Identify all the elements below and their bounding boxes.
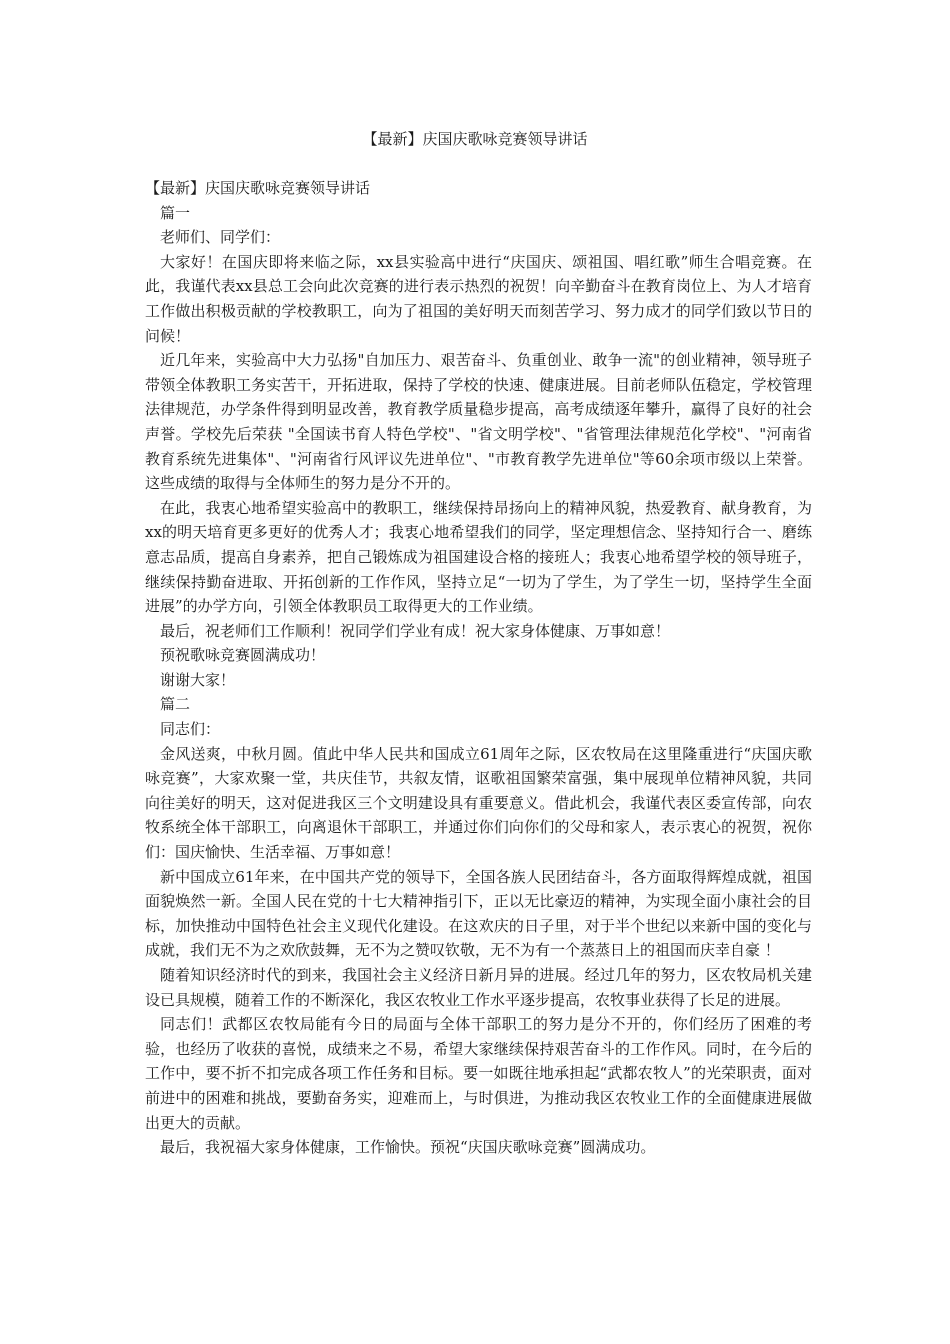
section-heading: 篇二 bbox=[160, 695, 191, 714]
paragraph: 预祝歌咏竞赛圆满成功！ bbox=[160, 646, 326, 665]
paragraph: 在此，我衷心地希望实验高中的教职工，继续保持昂扬向上的精神风貌，热爱教育、献身教育，为xx的明天培育更多更好的优秀人才；我衷心地希望我们的同学，坚定理想信念、坚持知行合一、磨练意志品质，提高自身素养，把自己锻炼成为祖国建设合格的接班人；我衷心地希望学校的领导班子，继续保持勤奋进取、开拓创新的工作作风，坚持立足“一切为了学生，为了学生一切，坚持学生全面进展”的办学方向，引领全体教职员工取得更大的工作业绩。 bbox=[145, 498, 812, 616]
paragraph: 谢谢大家！ bbox=[160, 670, 236, 689]
salutation: 同志们： bbox=[160, 720, 221, 739]
paragraph: 最后，我祝福大家身体健康，工作愉快。预祝“庆国庆歌咏竞赛”圆满成功。 bbox=[160, 1138, 656, 1157]
document-subtitle: 【最新】庆国庆歌咏竞赛领导讲话 bbox=[145, 179, 371, 197]
paragraph: 最后，祝老师们工作顺利！祝同学们学业有成！祝大家身体健康、万事如意！ bbox=[160, 621, 671, 640]
paragraph: 近几年来，实验高中大力弘扬"自加压力、艰苦奋斗、负重创业、敢争一流"的创业精神，领导班子带领全体教职工务实苦干，开拓进取，保持了学校的快速、健康进展。目前老师队伍稳定，学校管理法律规范，办学条件得到明显改善，教育教学质量稳步提高，高考成绩逐年攀升，赢得了良好的社会声誉。学校先后荣获 "全国读书育人特色学校"、"省文明学校"、"省管理法律规范化学校"、"河南省教育系统先进集体"、"河南省行风评议先进单位"、"市教育教学先进单位"等60余项市级以上荣誉。这些成绩的取得与全体师生的努力是分不开的。 bbox=[145, 351, 812, 493]
document-body bbox=[145, 176, 812, 1160]
paragraph: 大家好！在国庆即将来临之际，xx县实验高中进行“庆国庆、颂祖国、唱红歌”师生合唱竞赛。在此，我谨代表xx县总工会向此次竞赛的进行表示热烈的祝贺！向辛勤奋斗在教育岗位上、为人才培育工作做出积极贡献的学校教职工，向为了祖国的美好明天而刻苦学习、努力成才的同学们致以节日的问候！ bbox=[145, 252, 812, 345]
section-heading: 篇一 bbox=[160, 203, 191, 222]
paragraph: 随着知识经济时代的到来，我国社会主义经济日新月异的进展。经过几年的努力，区农牧局机关建设已具规模，随着工作的不断深化，我区农牧业工作水平逐步提高，农牧事业获得了长足的进展。 bbox=[145, 966, 812, 1009]
paragraph: 新中国成立61年来，在中国共产党的领导下，全国各族人民团结奋斗，各方面取得辉煌成就，祖国面貌焕然一新。全国人民在党的十七大精神指引下，正以无比豪迈的精神，为实现全面小康社会的目标，加快推动中国特色社会主义现代化建设。在这欢庆的日子里，对于半个世纪以来新中国的变化与成就，我们无不为之欢欣鼓舞，无不为之赞叹钦敬，无不为有一个蒸蒸日上的祖国而庆幸自豪 ！ bbox=[145, 867, 812, 960]
salutation: 老师们、同学们： bbox=[160, 228, 281, 247]
paragraph: 同志们！武都区农牧局能有今日的局面与全体干部职工的努力是分不开的，你们经历了困难的考验，也经历了收获的喜悦，成绩来之不易，希望大家继续保持艰苦奋斗的工作作风。同时，在今后的工作中，要不折不扣完成各项工作任务和目标。要一如既往地承担起“武都农牧人”的光荣职责，面对前进中的困难和挑战，要勤奋务实，迎难而上，与时俱进，为推动我区农牧业工作的全面健康进展做出更大的贡献。 bbox=[145, 1015, 812, 1132]
paragraph: 金风送爽，中秋月圆。值此中华人民共和国成立61周年之际，区农牧局在这里隆重进行“庆国庆歌咏竞赛”，大家欢聚一堂，共庆佳节，共叙友情，讴歌祖国繁荣富强，集中展现单位精神风貌，共同向往美好的明天，这对促进我区三个文明建设具有重要意义。借此机会，我谨代表区委宣传部，向农牧系统全体干部职工，向离退休干部职工，并通过你们向你们的父母和家人，表示衷心的祝贺，祝你们：国庆愉快、生活幸福、万事如意！ bbox=[145, 744, 812, 862]
document-title: 【最新】庆国庆歌咏竞赛领导讲话 bbox=[362, 130, 588, 148]
